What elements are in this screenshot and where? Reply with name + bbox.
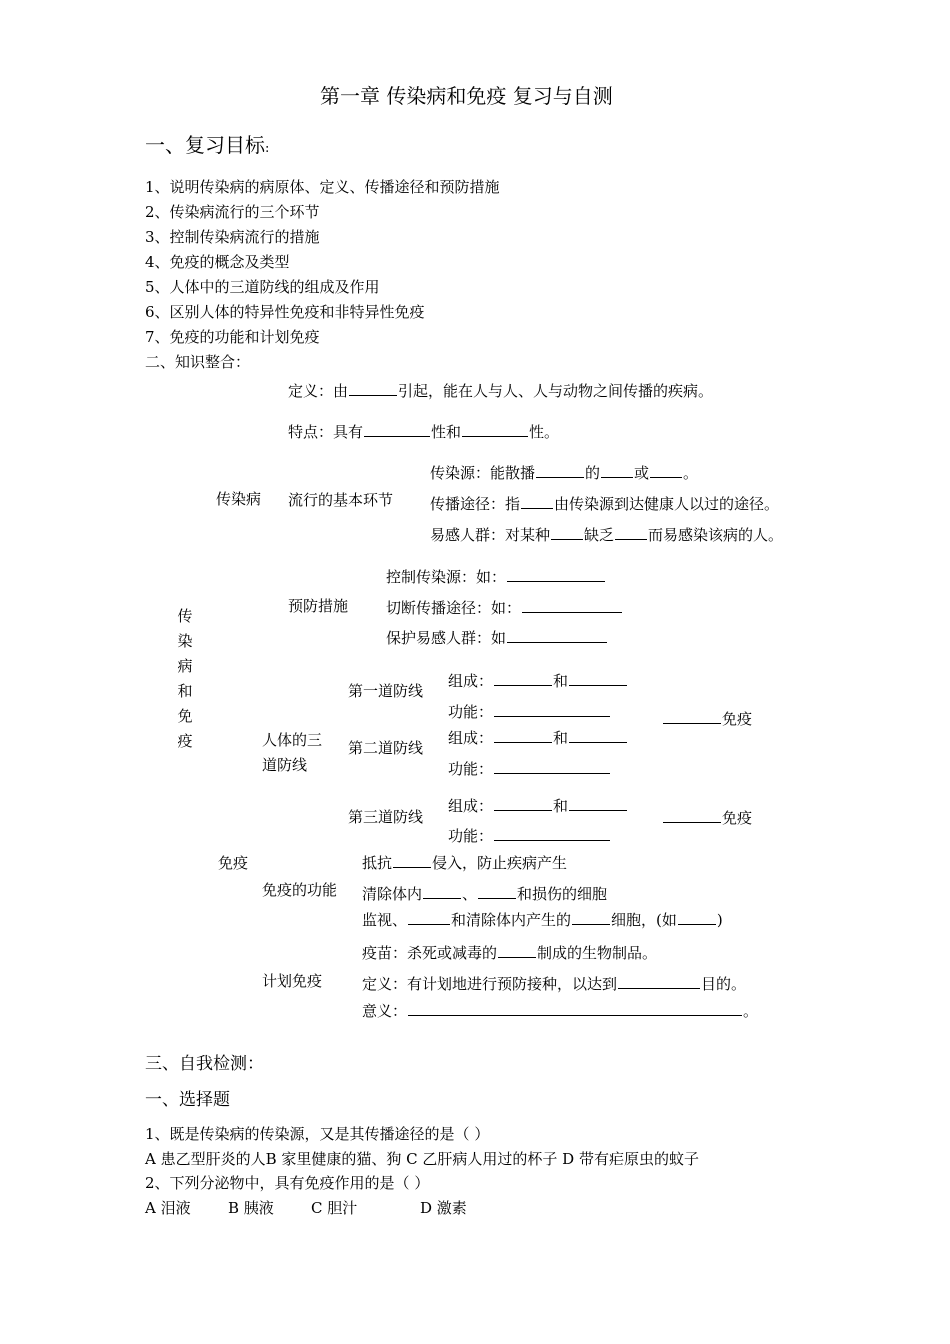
- three-lines-label-2: 道防线: [262, 756, 308, 774]
- susceptible-line: [430, 525, 783, 543]
- vertical-title: [175, 604, 195, 754]
- resist-text-a: 抵抗: [362, 854, 393, 872]
- blank[interactable]: [569, 728, 627, 743]
- goal-item: 7、免疫的功能和计划免疫: [145, 328, 320, 346]
- prevention-label: 预防措施: [288, 597, 349, 615]
- goal-item: 6、区别人体的特异性免疫和非特异性免疫: [145, 303, 425, 321]
- vertical-char: 染: [177, 632, 193, 650]
- goal-item: 3、控制传染病流行的措施: [145, 228, 320, 246]
- blank[interactable]: [521, 494, 553, 509]
- route-text-a: 传播途径：指: [430, 495, 521, 513]
- definition-text-b: 引起，能在人与人、人与动物之间传播的疾病。: [398, 382, 714, 400]
- blank[interactable]: [536, 463, 584, 478]
- line2-label: 第二道防线: [348, 739, 424, 757]
- section3-heading: 三、自我检测：: [145, 1054, 264, 1074]
- plan-definition-line: [362, 974, 746, 992]
- clear-text-c: 和损伤的细胞: [517, 885, 608, 903]
- planned-immunity-label: 计划免疫: [262, 972, 323, 990]
- question-2-option: A 泪液: [145, 1199, 191, 1217]
- source-line: [430, 463, 698, 481]
- source-text-d: 。: [683, 464, 699, 482]
- blank[interactable]: [494, 728, 552, 743]
- monitor-line: [362, 910, 723, 928]
- meaning-line: [362, 1001, 758, 1019]
- blank[interactable]: [601, 463, 633, 478]
- question-2-option: B 胰液: [228, 1199, 274, 1217]
- source-text-c: 或: [634, 464, 650, 482]
- blank[interactable]: [364, 422, 430, 437]
- question-2: 2、下列分泌物中，具有免疫作用的是（ ）: [145, 1174, 430, 1192]
- blank[interactable]: [494, 759, 610, 774]
- question-2-option: D 激素: [420, 1199, 467, 1217]
- blank[interactable]: [408, 910, 450, 925]
- blank[interactable]: [650, 463, 682, 478]
- susceptible-text-b: 缺乏: [584, 526, 615, 544]
- resist-line: [362, 853, 567, 871]
- and-text: 和: [553, 672, 569, 690]
- goal-item: 4、免疫的概念及类型: [145, 253, 290, 271]
- section2-heading: 二、知识整合：: [145, 353, 251, 371]
- protect-line: [386, 628, 608, 646]
- meaning-text-a: 意义：: [362, 1002, 408, 1020]
- vaccine-text-b: 制成的生物制品。: [537, 944, 658, 962]
- immunity-label: 免疫: [218, 854, 249, 872]
- section1-heading: [145, 135, 269, 155]
- composition-label: 组成：: [448, 797, 494, 815]
- feature-text-a: 特点：具有: [288, 423, 364, 441]
- specific-immunity: [662, 808, 752, 826]
- blank[interactable]: [678, 910, 716, 925]
- monitor-text-a: 监视、: [362, 911, 408, 929]
- composition-label: 组成：: [448, 729, 494, 747]
- vertical-char: 和: [177, 682, 193, 700]
- blank[interactable]: [408, 1001, 742, 1016]
- immunity-suffix: 免疫: [722, 710, 753, 728]
- blank[interactable]: [462, 422, 528, 437]
- meaning-text-b: 。: [743, 1002, 759, 1020]
- blank[interactable]: [494, 702, 610, 717]
- goal-item: 5、人体中的三道防线的组成及作用: [145, 278, 380, 296]
- composition-label: 组成：: [448, 672, 494, 690]
- blank[interactable]: [663, 808, 721, 823]
- function-label: 功能：: [448, 703, 494, 721]
- route-line: [430, 494, 779, 512]
- question-1: 1、既是传染病的传染源，又是其传播途径的是（ ）: [145, 1125, 490, 1143]
- monitor-text-b: 和清除体内产生的: [451, 911, 572, 929]
- clear-text-b: 、: [462, 885, 478, 903]
- monitor-text-d: ): [716, 911, 723, 929]
- goal-item: 2、传染病流行的三个环节: [145, 203, 320, 221]
- feature-text-c: 性。: [529, 423, 560, 441]
- line1-label: 第一道防线: [348, 682, 424, 700]
- route-text-b: 由传染源到达健康人以过的途径。: [554, 495, 780, 513]
- line3-label: 第三道防线: [348, 808, 424, 826]
- line2-composition: [448, 728, 628, 746]
- source-text-a: 传染源：能散播: [430, 464, 536, 482]
- immunity-suffix: 免疫: [722, 809, 753, 827]
- resist-text-b: 侵入，防止疾病产生: [432, 854, 568, 872]
- blank[interactable]: [494, 796, 552, 811]
- control-source-text: 控制传染源：如：: [386, 568, 507, 586]
- blank[interactable]: [615, 525, 647, 540]
- blank[interactable]: [507, 567, 605, 582]
- susceptible-text-c: 而易感染该病的人。: [648, 526, 784, 544]
- question-2-option: C 胆汁: [311, 1199, 358, 1217]
- vertical-char: 免: [177, 707, 193, 725]
- three-lines-label-1: 人体的三: [262, 731, 323, 749]
- cut-route-text: 切断传播途径：如：: [386, 599, 522, 617]
- blank[interactable]: [618, 974, 700, 989]
- plan-def-text-a: 定义：有计划地进行预防接种，以达到: [362, 975, 618, 993]
- section1-heading-text: 一、复习目标: [145, 133, 265, 157]
- disease-label: 传染病: [216, 490, 262, 508]
- question-1-options: A 患乙型肝炎的人B 家里健康的猫、狗 C 乙肝病人用过的杯子 D 带有疟原虫的蚊子: [145, 1150, 699, 1168]
- plan-def-text-b: 目的。: [701, 975, 747, 993]
- goal-item: 1、说明传染病的病原体、定义、传播途径和预防措施: [145, 178, 500, 196]
- clear-line: [362, 884, 607, 902]
- immune-function-label: 免疫的功能: [262, 881, 338, 899]
- line1-composition: [448, 671, 628, 689]
- blank[interactable]: [494, 671, 552, 686]
- line2-function: [448, 759, 611, 777]
- protect-text: 保护易感人群：如: [386, 629, 507, 647]
- page-title: 第一章 传染病和免疫 复习与自测: [320, 84, 613, 108]
- vaccine-line: [362, 943, 657, 961]
- blank[interactable]: [393, 853, 431, 868]
- function-label: 功能：: [448, 760, 494, 778]
- blank[interactable]: [507, 628, 607, 643]
- and-text: 和: [553, 729, 569, 747]
- control-source-line: [386, 567, 606, 585]
- definition-line: [288, 381, 713, 399]
- monitor-text-c: 细胞，(如: [611, 911, 677, 929]
- vertical-char: 病: [177, 657, 193, 675]
- vertical-char: 疫: [177, 732, 193, 750]
- section1-heading-dot: :: [265, 141, 270, 156]
- clear-text-a: 清除体内: [362, 885, 423, 903]
- line3-composition: [448, 796, 628, 814]
- vaccine-text-a: 疫苗：杀死或减毒的: [362, 944, 498, 962]
- source-text-b: 的: [585, 464, 601, 482]
- stages-label: 流行的基本环节: [288, 491, 394, 509]
- blank[interactable]: [349, 381, 397, 396]
- feature-text-b: 性和: [431, 423, 462, 441]
- cut-route-line: [386, 598, 623, 616]
- blank[interactable]: [551, 525, 583, 540]
- blank[interactable]: [663, 709, 721, 724]
- line3-function: [448, 826, 611, 844]
- and-text: 和: [553, 797, 569, 815]
- blank[interactable]: [569, 796, 627, 811]
- section3-subheading: 一、选择题: [145, 1090, 230, 1110]
- blank[interactable]: [494, 826, 610, 841]
- line1-function: [448, 702, 611, 720]
- blank[interactable]: [572, 910, 610, 925]
- blank[interactable]: [569, 671, 627, 686]
- blank[interactable]: [498, 943, 536, 958]
- feature-line: [288, 422, 559, 440]
- susceptible-text-a: 易感人群：对某种: [430, 526, 551, 544]
- blank[interactable]: [478, 884, 516, 899]
- blank[interactable]: [423, 884, 461, 899]
- nonspecific-immunity: [662, 709, 752, 727]
- definition-text-a: 定义：由: [288, 382, 349, 400]
- blank[interactable]: [522, 598, 622, 613]
- vertical-char: 传: [177, 607, 193, 625]
- function-label: 功能：: [448, 827, 494, 845]
